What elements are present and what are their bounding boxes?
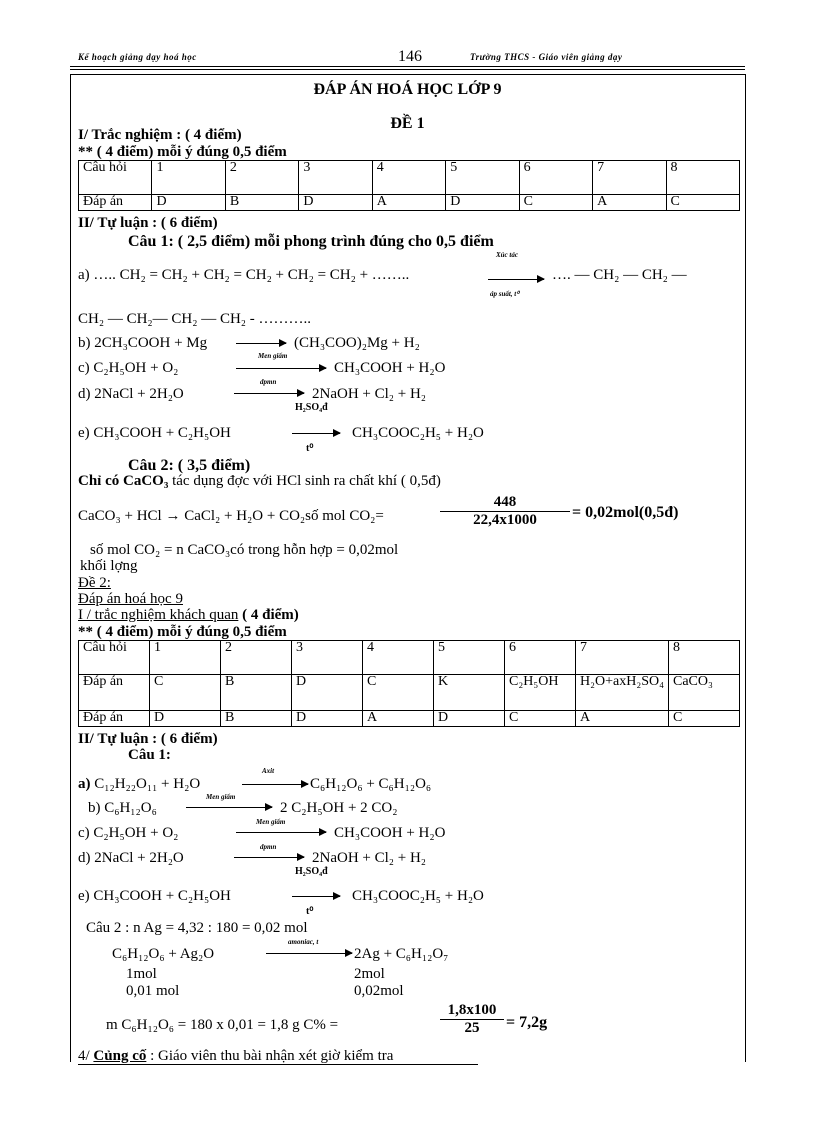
table-cell: 4 bbox=[372, 161, 445, 195]
table-cell: D bbox=[299, 195, 372, 211]
s1-heading: I/ Trắc nghiệm : ( 4 điểm) bbox=[78, 127, 242, 143]
s2-result: = 7,2g bbox=[506, 1014, 548, 1031]
table-cell: Đáp án bbox=[79, 711, 150, 727]
table-row bbox=[79, 641, 740, 675]
header-right: Trường THCS - Giáo viên giảng dạy bbox=[470, 52, 623, 62]
table-row bbox=[79, 675, 740, 711]
s2-ag-right: 2Ag + C₆H₁₂O₇ bbox=[354, 946, 449, 962]
s1-answer-table bbox=[78, 160, 740, 211]
s1-result: = 0,02mol(0,5đ) bbox=[572, 504, 679, 521]
s1-chi-rest: tác dụng đợc với HCl sinh ra chất khí ( 0,5đ) bbox=[168, 473, 441, 489]
s1-a-left: a) ….. CH₂ = CH₂ + CH₂ = CH₂ + CH₂ = CH₂ + …….. bbox=[78, 267, 410, 283]
s1-d-left: d) 2NaCl + 2H₂O bbox=[78, 386, 184, 402]
s2-a-left-text: C₁₂H₂₂O₁₁ + H₂O bbox=[90, 776, 201, 792]
s2-c-left: c) C₂H₅OH + O₂ bbox=[78, 825, 179, 841]
s1-a-line2: CH₂ — CH₂— CH₂ — CH₂ - ……….. bbox=[78, 311, 312, 327]
table-cell: K bbox=[434, 675, 505, 711]
arrow-icon bbox=[234, 393, 304, 394]
table-cell: C bbox=[519, 195, 592, 211]
table-cell: 3 bbox=[292, 641, 363, 675]
right-arrow-icon: → bbox=[165, 508, 181, 524]
s1-fraction-num: 448 bbox=[440, 494, 570, 512]
s1-somol: số mol CO₂ = n CaCO₃có trong hỗn hợp = 0,02mol bbox=[90, 542, 399, 558]
s2-m-calc: m C₆H₁₂O₆ = 180 x 0,01 = 1,8 g C% = bbox=[106, 1017, 339, 1033]
s2-cau2: Câu 2 : n Ag = 4,32 : 180 = 0,02 mol bbox=[86, 920, 308, 936]
s1-scoring: ** ( 4 điểm) mỗi ý đúng 0,5 điểm bbox=[78, 144, 287, 160]
s2-a-label: a) bbox=[78, 776, 91, 792]
s2-ag-top: amoniac, t bbox=[288, 938, 319, 946]
s1-b-right: (CH₃COO)₂Mg + H₂ bbox=[294, 335, 420, 351]
s2-cuo-pre: 4/ bbox=[78, 1048, 94, 1064]
table-cell: Đáp án bbox=[79, 675, 150, 711]
de1-title: ĐỀ 1 bbox=[390, 115, 425, 132]
s2-c-right: CH₃COOH + H₂O bbox=[334, 825, 446, 841]
table-cell: 6 bbox=[505, 641, 576, 675]
s2-scoring: ** ( 4 điểm) mỗi ý đúng 0,5 điểm bbox=[78, 624, 287, 640]
s2-b-right: 2 C₂H₅OH + 2 CO₂ bbox=[280, 800, 398, 816]
table-cell: Câu hỏi bbox=[79, 641, 150, 675]
footer-underline bbox=[78, 1064, 478, 1065]
s1-e-top: H₂SO₄đ bbox=[295, 402, 328, 413]
s1-caco3-eq: CaCO₃ + HCl bbox=[78, 508, 166, 524]
table-cell: 8 bbox=[668, 641, 739, 675]
s1-c-left: c) C₂H₅OH + O₂ bbox=[78, 360, 179, 376]
s1-b-left: b) 2CH₃COOH + Mg bbox=[78, 335, 208, 351]
arrow-icon bbox=[242, 784, 308, 785]
arrow-icon bbox=[266, 953, 352, 954]
table-cell: Câu hỏi bbox=[79, 161, 152, 195]
s1-e-bot: t⁰ bbox=[306, 443, 314, 454]
table-row bbox=[79, 195, 740, 211]
arrow-icon bbox=[292, 433, 340, 434]
table-cell: C bbox=[363, 675, 434, 711]
s2-de2: Đề 2: bbox=[78, 575, 111, 591]
table-cell: A bbox=[363, 711, 434, 727]
table-cell: 7 bbox=[576, 641, 669, 675]
s2-cau1: Câu 1: bbox=[128, 747, 171, 763]
s2-d-right: 2NaOH + Cl₂ + H₂ bbox=[312, 850, 427, 866]
s1-fraction-den: 22,4x1000 bbox=[473, 512, 537, 528]
arrow-icon bbox=[488, 279, 544, 280]
table-cell: C bbox=[668, 711, 739, 727]
s2-answer-table bbox=[78, 640, 740, 727]
s2-e-top: H₂SO₄đ bbox=[295, 866, 328, 877]
s1-d-right: 2NaOH + Cl₂ + H₂ bbox=[312, 386, 427, 402]
s1-cau1: Câu 1: ( 2,5 điểm) mỗi phong trình đúng cho 0,5 điểm bbox=[128, 233, 494, 250]
s1-a-bot: áp suất, t⁰ bbox=[490, 290, 520, 298]
page-title: ĐÁP ÁN HOÁ HỌC LỚP 9 bbox=[313, 81, 502, 98]
table-cell: 5 bbox=[446, 161, 519, 195]
s1-d-top: dpmn bbox=[260, 378, 277, 386]
table-cell: 4 bbox=[363, 641, 434, 675]
s2-a-right: C₆H₁₂O₆ + C₆H₁₂O₆ bbox=[310, 776, 432, 792]
s1-chi-bold: Chỉ có CaCO₃ bbox=[78, 473, 169, 489]
table-cell: 2 bbox=[221, 641, 292, 675]
table-row bbox=[79, 711, 740, 727]
table-cell: D bbox=[150, 711, 221, 727]
s2-mol4: 0,02mol bbox=[354, 983, 404, 999]
header-rule bbox=[70, 66, 745, 67]
arrow-icon bbox=[186, 807, 272, 808]
table-cell: 3 bbox=[299, 161, 372, 195]
s2-a-top: Axit bbox=[262, 767, 275, 775]
table-cell: A bbox=[372, 195, 445, 211]
s2-b-left: b) C₆H₁₂O₆ bbox=[88, 800, 157, 816]
s2-mol3: 0,01 mol bbox=[126, 983, 180, 999]
table-cell: C bbox=[666, 195, 740, 211]
s2-fraction-den: 25 bbox=[464, 1020, 480, 1036]
s2-d-left: d) 2NaCl + 2H₂O bbox=[78, 850, 184, 866]
table-cell: 5 bbox=[434, 641, 505, 675]
table-cell: B bbox=[221, 675, 292, 711]
arrow-icon bbox=[236, 832, 326, 833]
table-cell: H₂O+axH₂SO₄ bbox=[576, 675, 669, 711]
table-cell: 2 bbox=[225, 161, 298, 195]
arrow-icon bbox=[236, 343, 286, 344]
s1-a-top: Xúc tác bbox=[496, 251, 518, 259]
arrow-icon bbox=[234, 857, 304, 858]
s2-e-left: e) CH₃COOH + C₂H₅OH bbox=[78, 888, 231, 904]
s1-essay-heading: II/ Tự luận : ( 6 điểm) bbox=[78, 215, 218, 231]
s1-e-right: CH₃COOC₂H₅ + H₂O bbox=[352, 425, 484, 441]
s1-c-right: CH₃COOH + H₂O bbox=[334, 360, 446, 376]
s1-cau2: Câu 2: ( 3,5 điểm) bbox=[128, 457, 251, 474]
s1-c-top: Men giấm bbox=[258, 352, 288, 360]
table-cell: 8 bbox=[666, 161, 740, 195]
table-cell: C₂H₅OH bbox=[505, 675, 576, 711]
table-cell: CaCO₃ bbox=[668, 675, 739, 711]
s2-fraction-num: 1,8x100 bbox=[440, 1002, 504, 1020]
table-cell: Đáp án bbox=[79, 195, 152, 211]
table-cell: B bbox=[225, 195, 298, 211]
table-cell: D bbox=[152, 195, 225, 211]
table-cell: 7 bbox=[593, 161, 666, 195]
s2-e-right: CH₃COOC₂H₅ + H₂O bbox=[352, 888, 484, 904]
page-number: 146 bbox=[398, 48, 422, 65]
header-left: Kế hoạch giảng dạy hoá học bbox=[78, 52, 197, 62]
header-rule-2 bbox=[70, 69, 745, 70]
table-cell: A bbox=[593, 195, 666, 211]
table-cell: 6 bbox=[519, 161, 592, 195]
s2-fraction bbox=[440, 1002, 504, 1037]
s2-b-top: Men giấm bbox=[206, 793, 236, 801]
s2-d-top: dpmn bbox=[260, 843, 277, 851]
table-cell: B bbox=[221, 711, 292, 727]
s1-a-right: …. — CH₂ — CH₂ — bbox=[552, 267, 687, 283]
s1-kl: khối lợng bbox=[80, 558, 138, 574]
arrow-icon bbox=[292, 896, 340, 897]
s2-tn-label: I / trắc nghiệm khách quan bbox=[78, 607, 239, 623]
table-cell: C bbox=[150, 675, 221, 711]
s2-mol2: 2mol bbox=[354, 966, 385, 982]
table-cell: C bbox=[505, 711, 576, 727]
table-cell: 1 bbox=[152, 161, 225, 195]
s2-tn-score: ( 4 điểm) bbox=[238, 607, 299, 623]
table-cell: D bbox=[446, 195, 519, 211]
s2-e-bot: t⁰ bbox=[306, 906, 314, 917]
s2-cuo-rest: : Giáo viên thu bài nhận xét giờ kiểm tra bbox=[146, 1048, 394, 1064]
table-cell: D bbox=[292, 711, 363, 727]
table-row bbox=[79, 161, 740, 195]
s1-e-left: e) CH₃COOH + C₂H₅OH bbox=[78, 425, 231, 441]
s2-mol1: 1mol bbox=[126, 966, 157, 982]
table-cell: A bbox=[576, 711, 669, 727]
s1-caco3-eq2: CaCl₂ + H₂O + CO₂số mol CO₂= bbox=[180, 508, 384, 524]
arrow-icon bbox=[236, 368, 326, 369]
s2-cuo-bold: Củng cố bbox=[93, 1048, 147, 1064]
s2-dap: Đáp án hoá học 9 bbox=[78, 591, 183, 607]
s1-fraction bbox=[440, 494, 570, 529]
table-cell: 1 bbox=[150, 641, 221, 675]
s2-essay-heading: II/ Tự luận : ( 6 điểm) bbox=[78, 731, 218, 747]
s2-ag-left: C₆H₁₂O₆ + Ag₂O bbox=[112, 946, 215, 962]
table-cell: D bbox=[292, 675, 363, 711]
table-cell: D bbox=[434, 711, 505, 727]
s2-c-top: Men giấm bbox=[256, 818, 286, 826]
